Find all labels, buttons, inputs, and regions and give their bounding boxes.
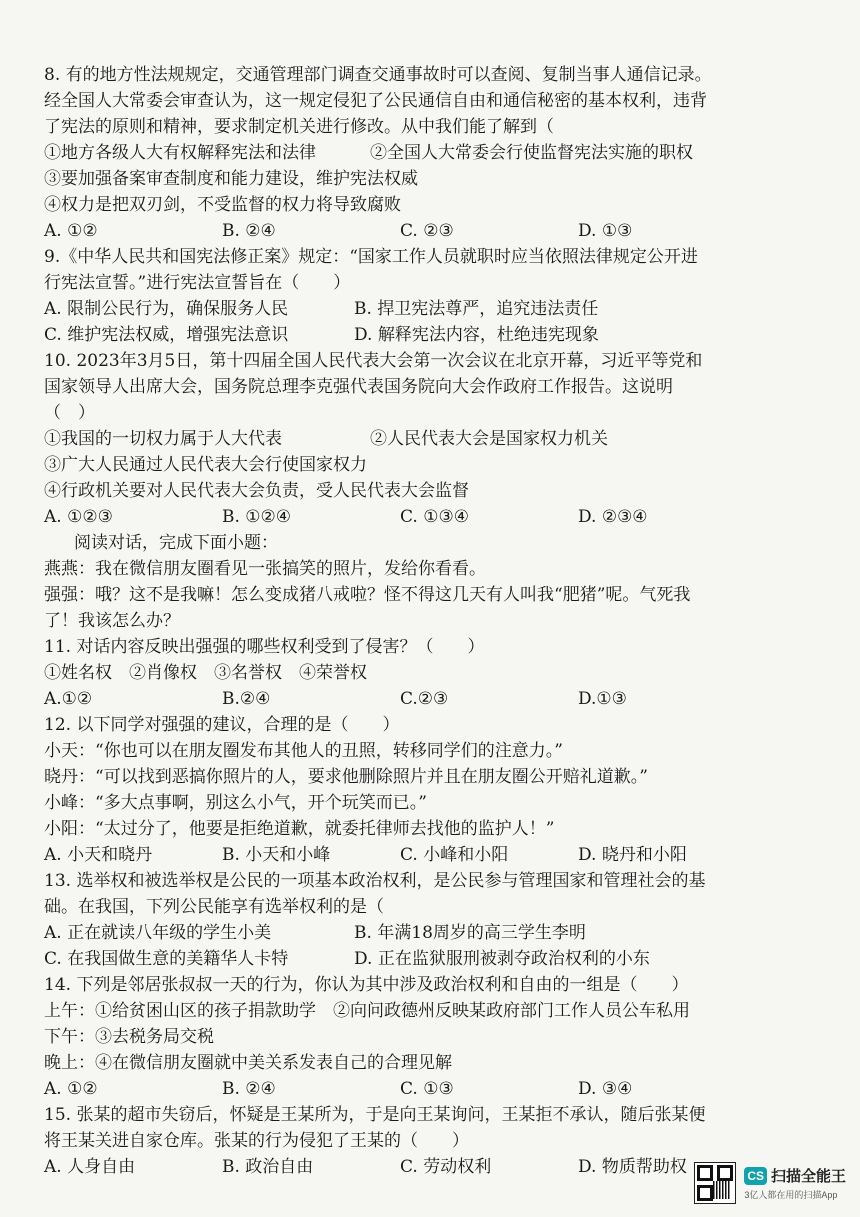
question-8-line-1: 8. 有的地方性法规规定，交通管理部门调查交通事故时可以查阅、复制当事人通信记录。 — [44, 65, 712, 85]
option-d: D. ②③④ — [578, 507, 648, 527]
option-b: B. ①②④ — [222, 507, 292, 527]
question-15-line-2: 将王某关进自家仓库。张某的行为侵犯了王某的（ ） — [44, 1131, 469, 1151]
question-14 — [44, 972, 834, 1102]
question-10-line-3: （ ） — [44, 403, 95, 423]
statement-3: ③广大人民通过人民代表大会行使国家权力 — [44, 455, 367, 475]
option-a: A. 限制公民行为，确保服务人民 — [44, 299, 289, 319]
statement-2: ②全国人大常委会行使监督宪法实施的职权 — [370, 143, 693, 163]
dialogue-line-2: 强强：哦？这不是我嘛！怎么变成猪八戒啦？怪不得这几天有人叫我“肥猪”呢。气死我 — [44, 585, 691, 605]
option-a: A. 人身自由 — [44, 1157, 136, 1177]
option-a: A. 小天和晓丹 — [44, 845, 153, 865]
option-a: A. ①② — [44, 221, 98, 241]
question-10-line-1: 10. 2023年3月5日，第十四届全国人民代表大会第一次会议在北京开幕，习近平等党和 — [44, 351, 703, 371]
question-8-line-3: 了宪法的原则和精神，要求制定机关进行修改。从中我们能了解到（ — [44, 117, 554, 137]
app-tagline: 3亿人都在用的扫描App — [744, 1190, 838, 1200]
question-9-line-1: 9.《中华人民共和国宪法修正案》规定：“国家工作人员就职时应当依照法律规定公开进 — [44, 247, 698, 267]
option-d: D. ①③ — [578, 221, 633, 241]
suggestion-xiaofeng: 小峰：“多大点事啊，别这么小气，开个玩笑而已。” — [44, 793, 427, 813]
option-d: D. 物质帮助权 — [578, 1157, 687, 1177]
question-9-options-row-1 — [44, 296, 834, 322]
statement-3: ③要加强备案审查制度和能力建设，维护宪法权威 — [44, 169, 418, 189]
question-9-options-row-2 — [44, 322, 834, 348]
question-8-options — [44, 218, 834, 244]
option-a: A. ①②③ — [44, 507, 113, 527]
app-name: 扫描全能王 — [770, 1168, 846, 1185]
option-c: C. 维护宪法权威，增强宪法意识 — [44, 325, 289, 345]
activity-morning: 上午：①给贫困山区的孩子捐款助学 ②向问政德州反映某政府部门工作人员公车私用 — [44, 1001, 690, 1021]
question-12-stem: 12. 以下同学对强强的建议，合理的是（ ） — [44, 715, 400, 735]
question-13-options-row-2 — [44, 946, 834, 972]
question-13-options-row-1 — [44, 920, 834, 946]
question-11-options — [44, 686, 834, 712]
question-11-stem: 11. 对话内容反映出强强的哪些权利受到了侵害？（ ） — [44, 637, 485, 657]
option-a: A.①② — [44, 689, 93, 709]
question-12-options — [44, 842, 834, 868]
option-a: A. 正在就读八年级的学生小美 — [44, 923, 272, 943]
question-9-line-2: 行宪法宣誓。”进行宪法宣誓旨在（ ） — [44, 273, 351, 293]
suggestion-xiaoyang: 小阳：“太过分了，他要是拒绝道歉，就委托律师去找他的监护人！” — [44, 819, 555, 839]
option-d: D. ③④ — [578, 1079, 633, 1099]
scanner-brand — [744, 1165, 846, 1201]
option-c: C. ②③ — [400, 221, 454, 241]
question-15-line-1: 15. 张某的超市失窃后，怀疑是王某所为，于是向王某询问，王某拒不承认，随后张某便 — [44, 1105, 706, 1125]
question-10-statements-row-1 — [44, 426, 834, 452]
option-b: B. ②④ — [222, 221, 276, 241]
question-13-line-1: 13. 选举权和被选举权是公民的一项基本政治权利，是公民参与管理国家和管理社会的基 — [44, 871, 706, 891]
question-14-stem: 14. 下列是邻居张叔叔一天的行为，你认为其中涉及政治权利和自由的一组是（ ） — [44, 975, 689, 995]
question-8-statements-row-1 — [44, 140, 834, 166]
reading-dialogue — [44, 530, 834, 634]
dialogue-line-3: 了！我该怎么办？ — [44, 611, 180, 631]
option-c: C. ①③ — [400, 1079, 454, 1099]
option-c: C.②③ — [400, 689, 449, 709]
option-b: B. 政治自由 — [222, 1157, 314, 1177]
activity-evening: 晚上：④在微信朋友圈就中美关系发表自己的合理见解 — [44, 1053, 452, 1073]
question-content — [44, 62, 834, 1180]
suggestion-xiaotian: 小天：“你也可以在朋友圈发布其他人的丑照，转移同学们的注意力。” — [44, 741, 563, 761]
question-13-line-2: 础。在我国，下列公民能享有选举权利的是（ — [44, 897, 384, 917]
question-12 — [44, 712, 834, 868]
question-9 — [44, 244, 834, 348]
dialogue-intro: 阅读对话，完成下面小题： — [74, 533, 278, 553]
statement-4: ④权力是把双刃剑，不受监督的权力将导致腐败 — [44, 195, 401, 215]
statement-2: ②人民代表大会是国家权力机关 — [370, 429, 608, 449]
question-13 — [44, 868, 834, 972]
option-c: C. ①③④ — [400, 507, 469, 527]
option-b: B. ②④ — [222, 1079, 276, 1099]
option-d: D.①③ — [578, 689, 627, 709]
option-b: B.②④ — [222, 689, 271, 709]
question-14-options — [44, 1076, 834, 1102]
option-c: C. 劳动权利 — [400, 1157, 492, 1177]
question-11-statements: ①姓名权 ②肖像权 ③名誉权 ④荣誉权 — [44, 663, 367, 683]
dialogue-line-1: 燕燕：我在微信朋友圈看见一张搞笑的照片，发给你看看。 — [44, 559, 486, 579]
camscanner-logo-icon: CS — [744, 1167, 767, 1185]
option-d: D. 正在监狱服刑被剥夺政治权利的小东 — [354, 949, 650, 969]
question-8-line-2: 经全国人大常委会审查认为，这一规定侵犯了公民通信自由和通信秘密的基本权利，违背 — [44, 91, 707, 111]
question-8 — [44, 62, 834, 244]
question-10 — [44, 348, 834, 530]
option-d: D. 解释宪法内容，杜绝违宪现象 — [354, 325, 599, 345]
option-c: C. 在我国做生意的美籍华人卡特 — [44, 949, 289, 969]
statement-1: ①我国的一切权力属于人大代表 — [44, 429, 282, 449]
statement-4: ④行政机关要对人民代表大会负责，受人民代表大会监督 — [44, 481, 469, 501]
question-10-line-2: 国家领导人出席大会，国务院总理李克强代表国务院向大会作政府工作报告。这说明 — [44, 377, 673, 397]
suggestion-xiaodan: 晓丹：“可以找到恶搞你照片的人，要求他删除照片并且在朋友圈公开赔礼道歉。” — [44, 767, 648, 787]
question-10-options — [44, 504, 834, 530]
option-d: D. 晓丹和小阳 — [578, 845, 687, 865]
option-c: C. 小峰和小阳 — [400, 845, 509, 865]
scanner-watermark — [694, 1161, 846, 1205]
option-b: B. 小天和小峰 — [222, 845, 331, 865]
option-b: B. 捍卫宪法尊严，追究违法责任 — [354, 299, 599, 319]
question-11 — [44, 634, 834, 712]
option-b: B. 年满18周岁的高三学生李明 — [354, 923, 586, 943]
option-a: A. ①② — [44, 1079, 98, 1099]
activity-afternoon: 下午：③去税务局交税 — [44, 1027, 214, 1047]
qr-code-icon — [694, 1162, 736, 1204]
statement-1: ①地方各级人大有权解释宪法和法律 — [44, 143, 316, 163]
